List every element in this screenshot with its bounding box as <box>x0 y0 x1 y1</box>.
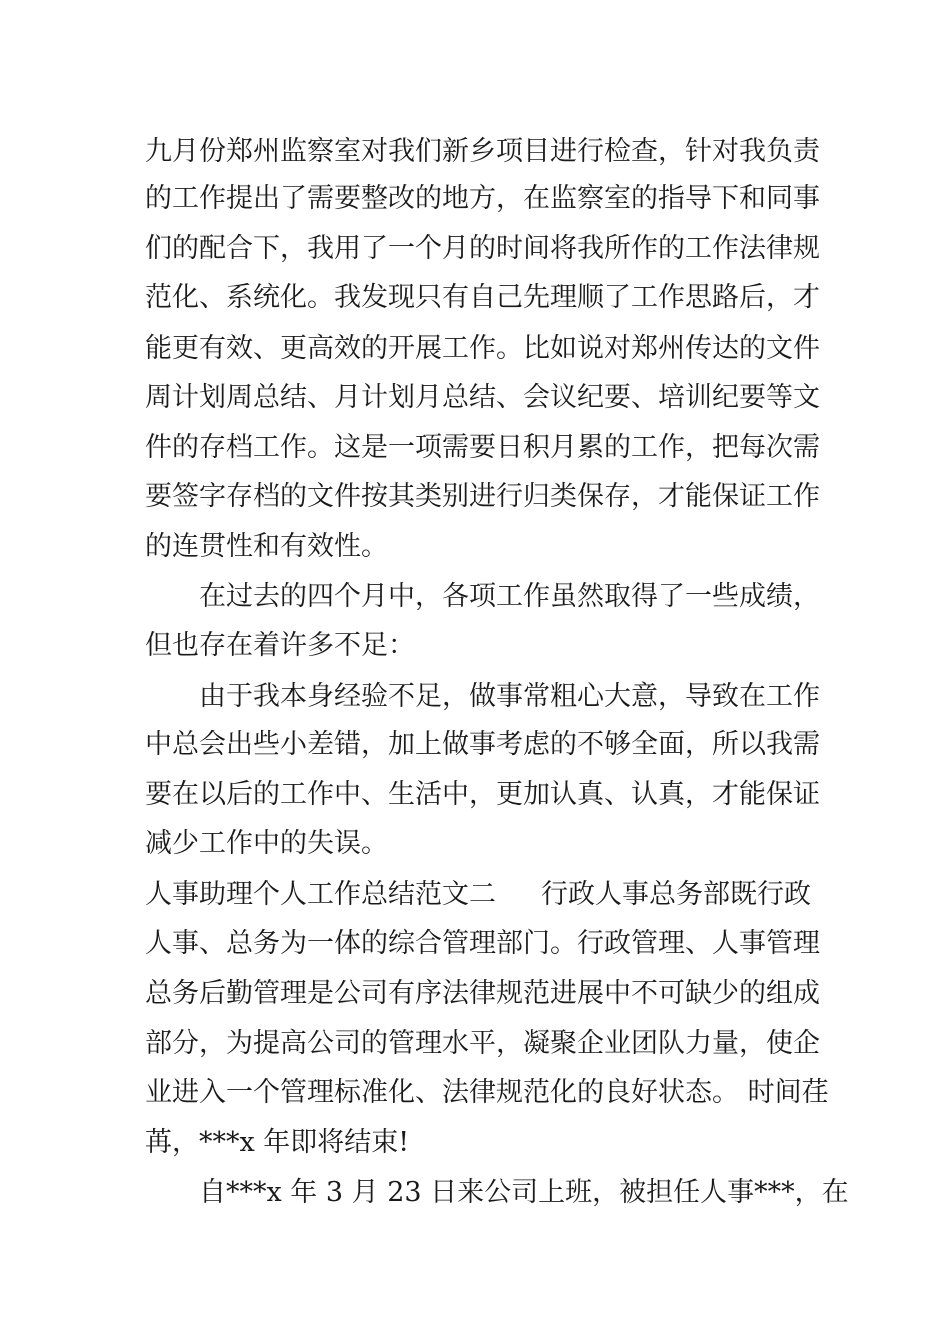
text-line <box>0 917 950 971</box>
text-line <box>0 520 950 574</box>
text-line <box>0 570 950 624</box>
text-line <box>0 1166 950 1220</box>
text-line <box>0 768 950 822</box>
text-line <box>0 718 950 772</box>
line-text: 但也存在着许多不足： <box>145 630 415 661</box>
text-line <box>0 125 950 179</box>
text-line <box>0 172 950 226</box>
section-heading-line <box>0 868 950 922</box>
line-text: 行政人事总务部既行政 <box>541 879 811 910</box>
line-text: 由于我本身经验不足，做事常粗心大意，导致在工作 <box>199 681 820 712</box>
line-text: 能更有效、更高效的开展工作。比如说对郑州传达的文件 <box>145 333 820 364</box>
line-text: 苒，***x 年即将结束! <box>145 1127 410 1158</box>
text-line <box>0 421 950 475</box>
text-line <box>0 817 950 871</box>
line-text: 中总会出些小差错，加上做事考虑的不够全面，所以我需 <box>145 729 820 760</box>
text-line <box>0 371 950 425</box>
text-line <box>0 1066 950 1120</box>
text-line <box>0 619 950 673</box>
text-line <box>0 1017 950 1071</box>
line-text: 自***x 年 3 月 23 日来公司上班，被担任人事***，在 <box>199 1177 849 1208</box>
line-text: 要在以后的工作中、生活中，更加认真、认真，才能保证 <box>145 779 820 810</box>
line-text: 人事、总务为一体的综合管理部门。行政管理、人事管理 <box>145 928 820 959</box>
line-text: 在过去的四个月中，各项工作虽然取得了一些成绩， <box>199 581 820 612</box>
text-line <box>0 470 950 524</box>
line-text: 业进入一个管理标准化、法律规范化的良好状态。 时间荏 <box>145 1077 829 1108</box>
line-text: 减少工作中的失误。 <box>145 828 388 859</box>
text-line <box>0 670 950 724</box>
line-text: 要签字存档的文件按其类别进行归类保存，才能保证工作 <box>145 481 820 512</box>
line-text: 们的配合下，我用了一个月的时间将我所作的工作法律规 <box>145 233 820 264</box>
line-text: 九月份郑州监察室对我们新乡项目进行检查，针对我负责 <box>145 136 820 167</box>
text-line <box>0 1116 950 1170</box>
text-line <box>0 967 950 1021</box>
text-line <box>0 322 950 376</box>
line-text: 的连贯性和有效性。 <box>145 531 388 562</box>
line-text: 的工作提出了需要整改的地方，在监察室的指导下和同事 <box>145 183 820 214</box>
line-text: 范化、系统化。我发现只有自己先理顺了工作思路后，才 <box>145 282 820 313</box>
section-heading: 人事助理个人工作总结范文二 <box>145 879 496 910</box>
line-text: 部分，为提高公司的管理水平，凝聚企业团队力量，使企 <box>145 1028 820 1059</box>
line-text: 周计划周总结、月计划月总结、会议纪要、培训纪要等文 <box>145 382 820 413</box>
line-text: 总务后勤管理是公司有序法律规范进展中不可缺少的组成 <box>145 978 820 1009</box>
text-line <box>0 271 950 325</box>
line-text: 件的存档工作。这是一项需要日积月累的工作，把每次需 <box>145 432 820 463</box>
text-line <box>0 222 950 276</box>
